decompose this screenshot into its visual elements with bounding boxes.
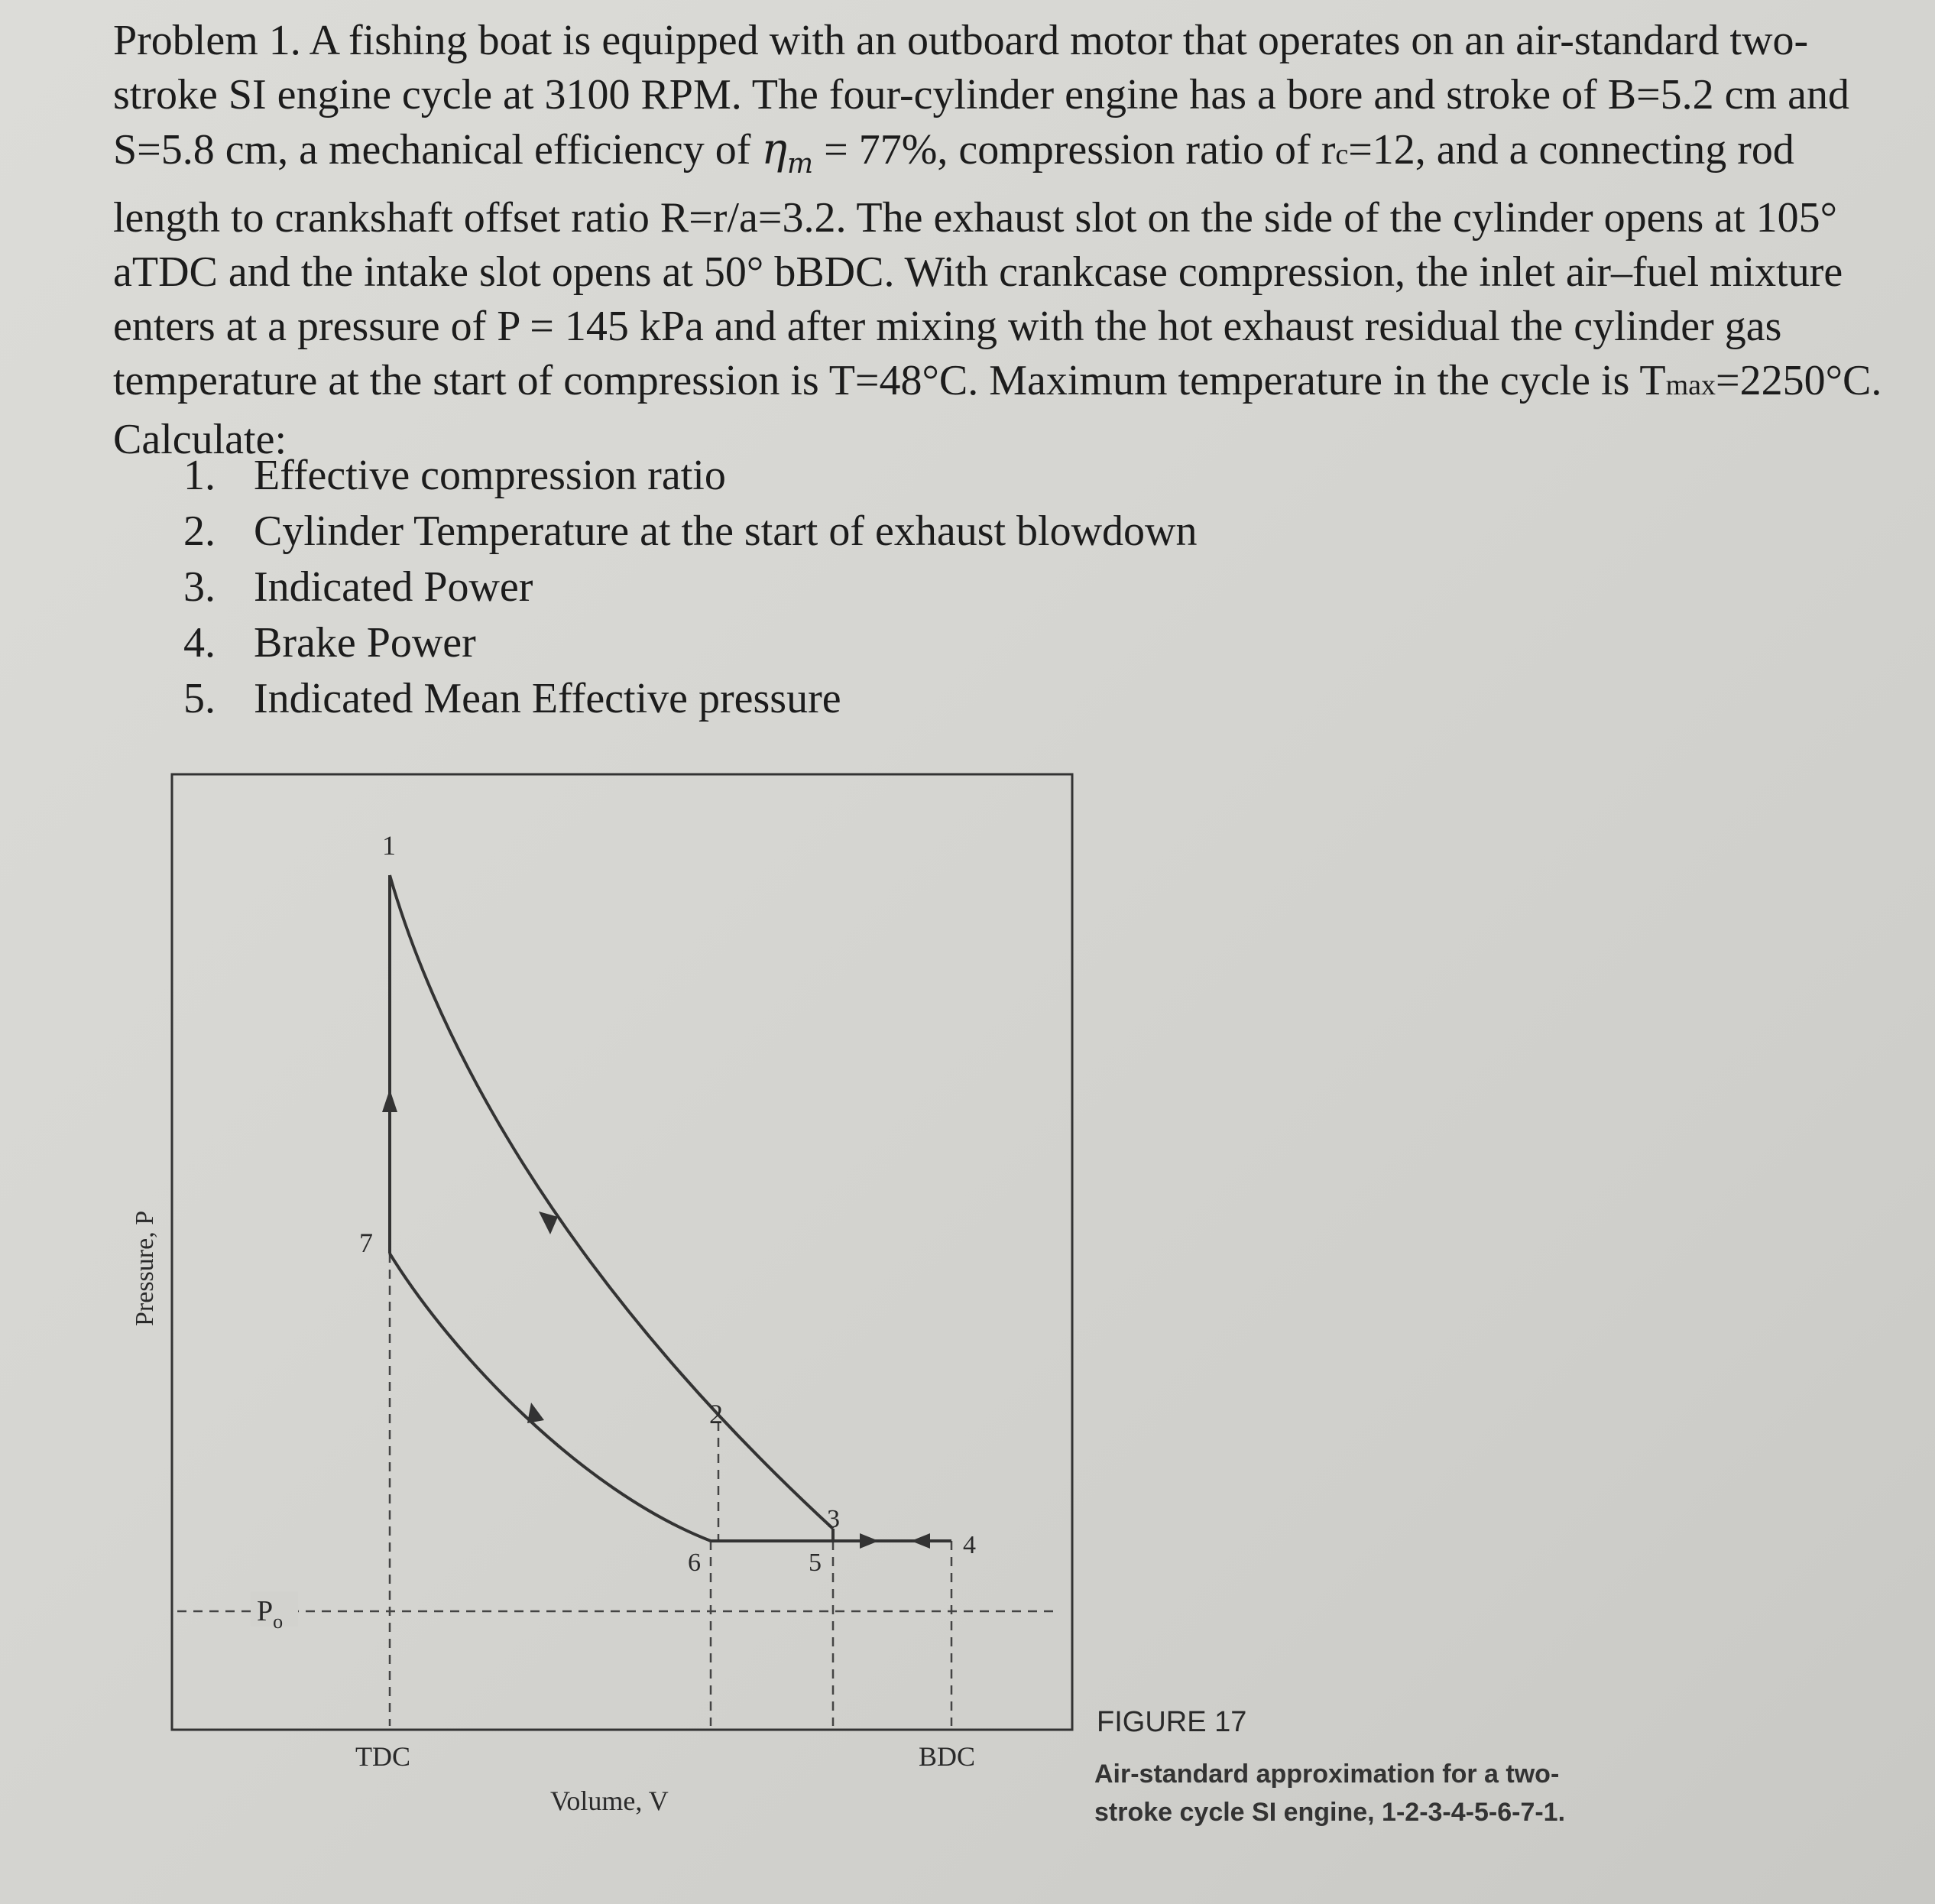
expansion-curve (390, 875, 833, 1529)
figure-caption-text: Air-standard approximation for a two-stroke cycle SI engine, 1-2-3-4-5-6-7-1. (1094, 1760, 1566, 1827)
p0-label: $P_o$ (257, 1595, 284, 1633)
problem-eta-text: = 77%, compression ratio of r (824, 126, 1336, 174)
figure-frame (172, 774, 1072, 1730)
point-label-1: 1 (382, 830, 396, 861)
compression-arrow-icon (527, 1403, 544, 1423)
problem-rc-text: =12, and a connecting rod length to crankshaft offset ratio R=r/a=3.2. The exhaust slot on the side of the cylinder opens at 105° aTDC and the intake slot opens at 50° bBDC. With crankcase compression, the inlet air–fuel mixture enters at a pressure of P = 145 kPa and after mixing with the hot exhaust residual the cylinder gas temperature at the start of compression is T=48°C. Maximum temperature in the cycle is T (113, 126, 1843, 405)
problem-tmax-text: =2250°C. Calculate: (113, 357, 1882, 464)
question-item: 2. Cylinder Temperature at the start of exhaust blowdown (183, 508, 1198, 555)
bdc-label: BDC (919, 1741, 976, 1772)
left-arrow-icon (911, 1533, 930, 1549)
question-item: 4. Brake Power (183, 619, 476, 667)
point-label-4: 4 (963, 1531, 976, 1559)
point-label-3: 3 (827, 1505, 840, 1533)
tdc-label: TDC (355, 1741, 410, 1772)
point-label-2: 2 (709, 1399, 723, 1429)
question-item: 5. Indicated Mean Effective pressure (183, 675, 841, 722)
cycle-curves (390, 875, 951, 1541)
eta-symbol: $\eta_m$ (761, 125, 814, 180)
compression-curve (390, 1254, 711, 1541)
rc-subscript: c (1335, 138, 1349, 170)
question-item: 3. Indicated Power (183, 563, 533, 611)
up-arrow-icon (382, 1089, 397, 1112)
y-axis-label: Pressure, P (131, 1210, 159, 1326)
point-label-6: 6 (688, 1549, 701, 1577)
tmax-subscript: max (1665, 369, 1716, 402)
point-label-7: 7 (359, 1228, 373, 1258)
figure-caption-title: FIGURE 17 (1097, 1706, 1247, 1738)
right-arrow-icon (860, 1533, 879, 1549)
x-axis-label: Volume, V (550, 1786, 669, 1816)
question-item: 1. Effective compression ratio (183, 452, 726, 499)
point-label-5: 5 (809, 1549, 822, 1577)
problem-lead-text: Problem 1. A fishing boat is equipped with an outboard motor that operates on an air-standard two-stroke SI engine cycle at 3100 RPM. The four-cylinder engine has a bore and stroke of B=5.2 cm and S=5.8 cm, a mechanical efficiency of (113, 17, 1849, 174)
direction-arrows (382, 1089, 930, 1549)
